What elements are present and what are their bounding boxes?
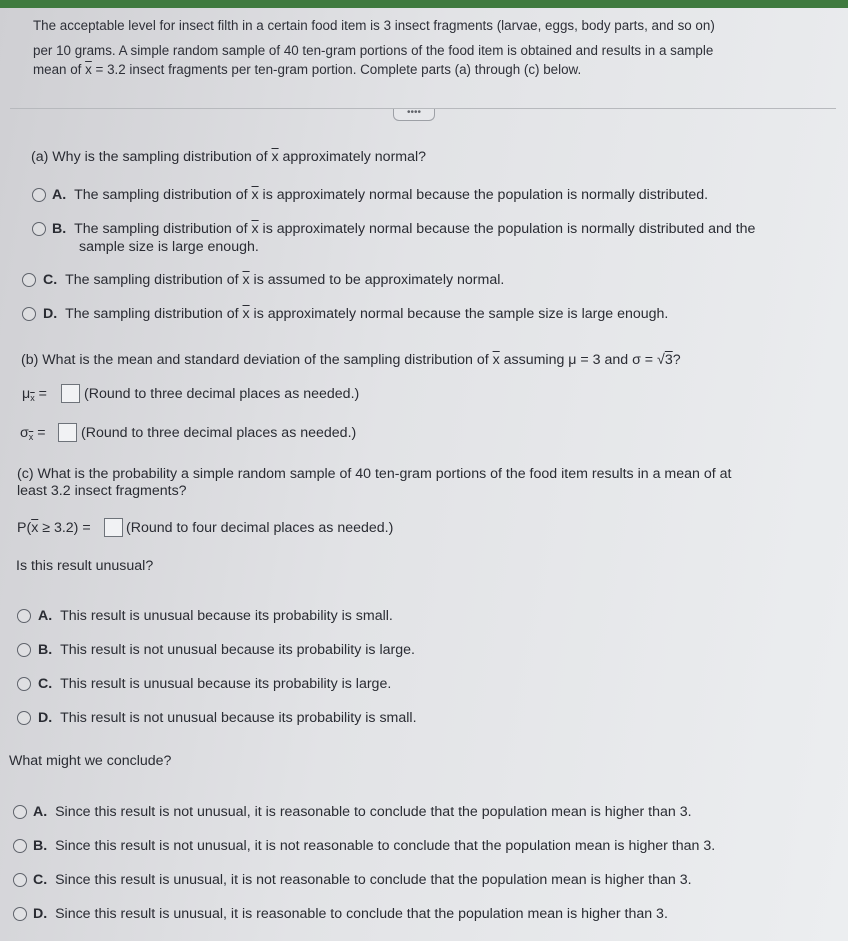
conclude-option-c-text: C. Since this result is unusual, it is not reasonable to conclude that the population mean is higher than 3.	[33, 872, 692, 888]
part-a-option-d-text: D. The sampling distribution of $\overline{x}$ is approximately normal because the sample size is large enough.	[43, 306, 669, 322]
sd-answer-input[interactable]	[58, 423, 77, 442]
conclude-option-a-text: A. Since this result is not unusual, it is reasonable to conclude that the population mean is higher than 3.	[33, 804, 692, 820]
part-a-question: (a) Why is the sampling distribution of $\overline{x}$ approximately normal?	[31, 149, 427, 165]
mean-round-hint: (Round to three decimal places as needed.)	[84, 386, 360, 402]
part-a-option-d-radio[interactable]	[22, 307, 36, 321]
unusual-option-a-radio[interactable]	[17, 609, 31, 623]
part-b-question: (b) What is the mean and standard deviation of the sampling distribution of $\overline{x}$ assuming μ = 3 and σ = √3?	[21, 352, 681, 368]
conclude-question: What might we conclude?	[9, 753, 172, 769]
unusual-option-d-radio[interactable]	[17, 711, 31, 725]
part-a-option-b-text-cont: sample size is large enough.	[79, 239, 259, 255]
probability-label: $P(\overline{x} \ge 3.2)$ =	[17, 520, 91, 536]
part-a-option-b-text: B. The sampling distribution of $\overline{x}$ is approximately normal because the population is normally distributed and the	[52, 221, 756, 237]
conclude-option-d-text: D. Since this result is unusual, it is reasonable to conclude that the population mean is higher than 3.	[33, 906, 668, 922]
unusual-option-b-text: B. This result is not unusual because its probability is large.	[38, 642, 415, 658]
conclude-option-d-radio[interactable]	[13, 907, 27, 921]
unusual-option-c-radio[interactable]	[17, 677, 31, 691]
unusual-option-c-text: C. This result is unusual because its probability is large.	[38, 676, 392, 692]
mean-label: $\mu_{\overline{x}}$ =	[22, 386, 47, 403]
part-a-option-b-radio[interactable]	[32, 222, 46, 236]
conclude-option-b-radio[interactable]	[13, 839, 27, 853]
unusual-question: Is this result unusual?	[16, 558, 154, 574]
unusual-option-d-text: D. This result is not unusual because its probability is small.	[38, 710, 417, 726]
problem-text-line-3: mean of $\overline{x} = 3.2$ insect fragments per ten-gram portion. Complete parts (a) through (c) below.	[33, 62, 582, 77]
mean-answer-input[interactable]	[61, 384, 80, 403]
part-a-option-a-radio[interactable]	[32, 188, 46, 202]
part-a-option-a-text: A. The sampling distribution of $\overline{x}$ is approximately normal because the population is normally distributed.	[52, 187, 709, 203]
conclude-option-b-text: B. Since this result is not unusual, it is not reasonable to conclude that the population mean is higher than 3.	[33, 838, 716, 854]
unusual-option-b-radio[interactable]	[17, 643, 31, 657]
conclude-option-c-radio[interactable]	[13, 873, 27, 887]
part-a-option-c-radio[interactable]	[22, 273, 36, 287]
sd-label: $\sigma_{\overline{x}}$ =	[20, 425, 46, 442]
probability-answer-input[interactable]	[104, 518, 123, 537]
part-a-option-c-text: C. The sampling distribution of $\overline{x}$ is assumed to be approximately normal.	[43, 272, 505, 288]
sd-round-hint: (Round to three decimal places as needed.)	[81, 425, 357, 441]
unusual-option-a-text: A. This result is unusual because its probability is small.	[38, 608, 393, 624]
top-accent-bar	[0, 0, 848, 8]
probability-round-hint: (Round to four decimal places as needed.)	[126, 520, 394, 536]
conclude-option-a-radio[interactable]	[13, 805, 27, 819]
problem-text-line-2: per 10 grams. A simple random sample of 40 ten-gram portions of the food item is obtained and results in a sample	[33, 43, 714, 58]
expand-more-button[interactable]: ••••	[393, 109, 435, 121]
problem-text-line-1: The acceptable level for insect filth in a certain food item is 3 insect fragments (larvae, eggs, body parts, and so on)	[33, 18, 715, 33]
part-c-question-line-2: least 3.2 insect fragments?	[17, 483, 187, 499]
part-c-question-line-1: (c) What is the probability a simple random sample of 40 ten-gram portions of the food item results in a mean of at	[17, 466, 732, 482]
